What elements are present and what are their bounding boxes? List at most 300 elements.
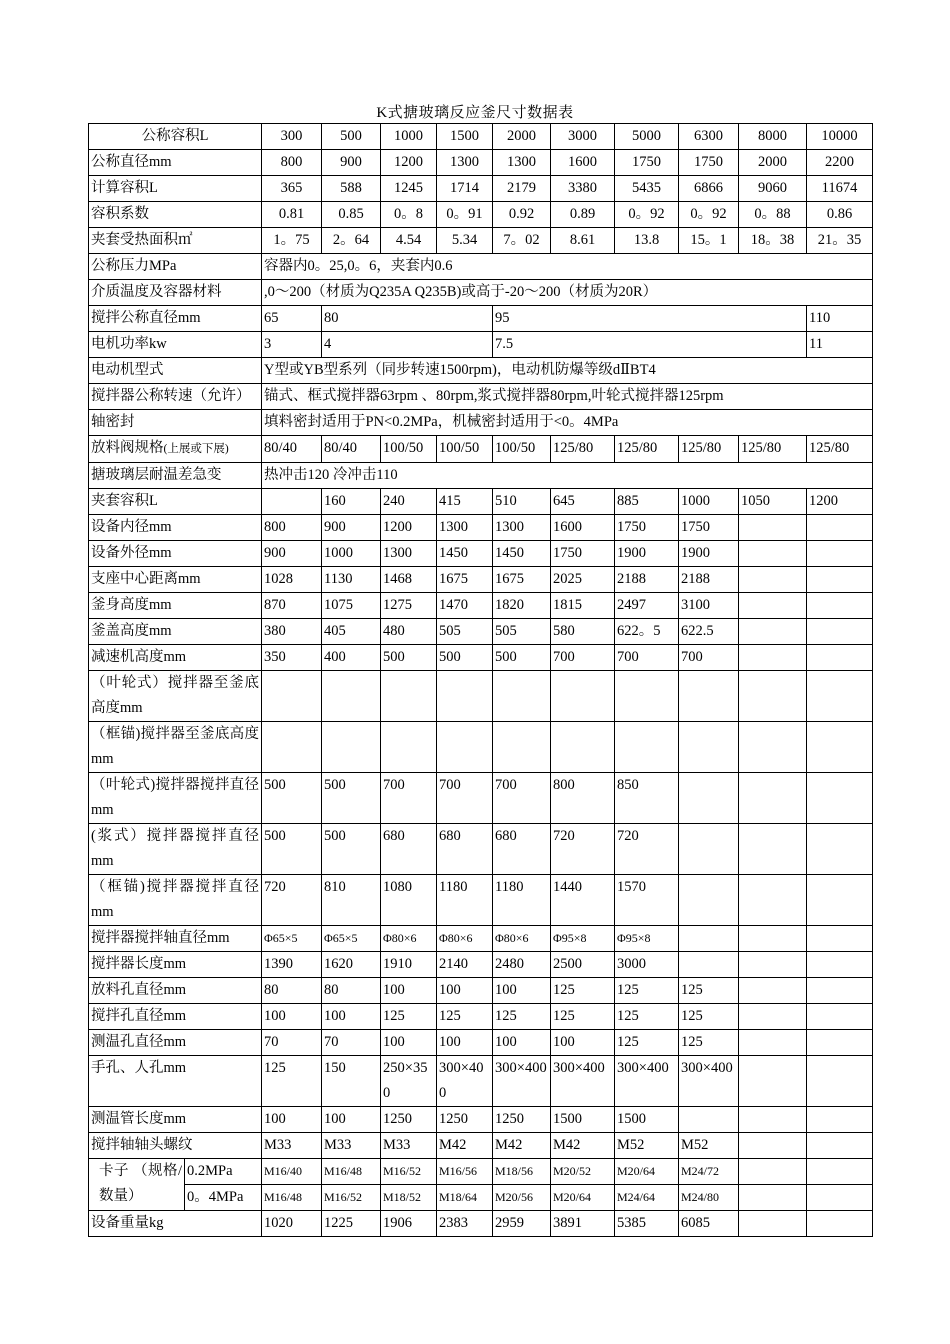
row-label: 卡子 （规格/数量） [89,1159,185,1211]
table-cell: M16/52 [381,1159,437,1185]
table-cell: 1468 [381,567,437,593]
table-cell: 1815 [551,593,615,619]
table-cell [437,722,493,773]
table-cell: 850 [615,773,679,824]
table-cell: 800 [262,515,322,541]
table-cell [807,722,873,773]
table-cell: 0.89 [551,202,615,228]
table-cell: Y型或YB型系列（同步转速1500rpm)，电动机防爆等级dⅡBT4 [262,358,873,384]
row-label: 设备外径mm [89,541,262,567]
table-cell: 125 [679,978,739,1004]
table-cell: 0。92 [615,202,679,228]
table-cell [551,671,615,722]
table-cell: 4.54 [381,228,437,254]
row-label: 公称压力MPa [89,254,262,280]
table-cell: 锚式、框式搅拌器63rpm 、80rpm,浆式搅拌器80rpm,叶轮式搅拌器125rpm [262,384,873,410]
table-cell [807,1185,873,1211]
table-cell: 110 [807,306,873,332]
row-label: 减速机高度mm [89,645,262,671]
row-label-note: (上展或下展) [163,443,229,455]
table-cell [807,875,873,926]
table-cell: 1275 [381,593,437,619]
table-cell: 0.85 [322,202,381,228]
table-cell: 5385 [615,1211,679,1237]
table-row [89,722,873,773]
table-row [89,515,873,541]
table-cell: 6300 [679,124,739,150]
row-label: 釜身高度mm [89,593,262,619]
table-cell: 1300 [437,150,493,176]
table-cell: 125 [262,1056,322,1107]
table-cell: 2480 [493,952,551,978]
table-cell: 8.61 [551,228,615,254]
table-row [89,489,873,515]
table-row [89,150,873,176]
table-cell: 95 [493,306,807,332]
row-label: 电机功率kw [89,332,262,358]
table-cell [679,671,739,722]
table-cell: M24/80 [679,1185,739,1211]
table-cell: 80/40 [322,436,381,463]
table-cell: 160 [322,489,381,515]
table-cell [679,722,739,773]
table-cell: 100 [262,1004,322,1030]
table-row [89,1004,873,1030]
table-cell: Φ95×8 [615,926,679,952]
table-cell: 1390 [262,952,322,978]
table-cell: 1750 [615,515,679,541]
table-cell: 7.5 [493,332,807,358]
table-cell [739,619,807,645]
table-row [89,926,873,952]
table-cell: 1300 [437,515,493,541]
table-cell: M52 [615,1133,679,1159]
table-cell: 1250 [381,1107,437,1133]
row-label: 测温管长度mm [89,1107,262,1133]
table-cell: 622.5 [679,619,739,645]
table-cell [381,671,437,722]
table-cell: 400 [322,645,381,671]
table-cell: 500 [437,645,493,671]
table-cell [493,722,551,773]
table-cell: M42 [551,1133,615,1159]
row-label: 搅拌器公称转速（允许） [89,384,262,410]
table-cell [739,1056,807,1107]
table-cell: 1000 [322,541,381,567]
table-row [89,824,873,875]
table-cell: 1245 [381,176,437,202]
row-label: 计算容积L [89,176,262,202]
table-cell [807,1159,873,1185]
table-row [89,645,873,671]
table-cell: 645 [551,489,615,515]
table-row [89,176,873,202]
table-row [89,593,873,619]
table-cell: 3380 [551,176,615,202]
table-cell: 3891 [551,1211,615,1237]
table-cell: 80/40 [262,436,322,463]
table-cell: 1620 [322,952,381,978]
table-cell [262,671,322,722]
table-cell: 505 [493,619,551,645]
table-cell: 18。38 [739,228,807,254]
row-label: (浆式）搅拌器搅拌直径mm [89,824,262,875]
table-cell: 1300 [381,541,437,567]
table-cell: 5435 [615,176,679,202]
table-cell: 1900 [679,541,739,567]
table-cell: 1050 [739,489,807,515]
table-cell [739,593,807,619]
table-row [89,541,873,567]
table-cell: 1750 [551,541,615,567]
table-cell: 510 [493,489,551,515]
table-cell: Φ80×6 [493,926,551,952]
table-cell: 2。64 [322,228,381,254]
table-cell: 1000 [679,489,739,515]
table-cell: 100 [551,1030,615,1056]
table-cell: 0.92 [493,202,551,228]
table-cell [807,645,873,671]
table-cell: 1450 [493,541,551,567]
table-cell: M16/52 [322,1185,381,1211]
table-cell: 1080 [381,875,437,926]
table-cell: Φ65×5 [322,926,381,952]
table-cell: 15。1 [679,228,739,254]
table-cell [739,515,807,541]
table-cell [739,645,807,671]
table-row [89,332,873,358]
table-cell: 9060 [739,176,807,202]
table-cell: 1075 [322,593,381,619]
table-cell: 300×400 [615,1056,679,1107]
table-cell: 415 [437,489,493,515]
table-cell: 1470 [437,593,493,619]
table-cell: M20/56 [493,1185,551,1211]
table-cell: 405 [322,619,381,645]
table-cell: 1250 [493,1107,551,1133]
table-cell: 0。88 [739,202,807,228]
table-cell: M42 [493,1133,551,1159]
row-label: 公称容积L [89,124,262,150]
row-label: 轴密封 [89,410,262,436]
table-row [89,1030,873,1056]
table-cell: 1675 [437,567,493,593]
table-cell: 100/50 [493,436,551,463]
table-cell: 80 [262,978,322,1004]
table-cell [739,1211,807,1237]
table-cell: 300 [262,124,322,150]
table-cell: 2959 [493,1211,551,1237]
table-row [89,228,873,254]
table-cell: 125 [615,1004,679,1030]
table-cell: 125/80 [551,436,615,463]
row-label: 夹套受热面积㎡ [89,228,262,254]
table-cell: 125 [615,978,679,1004]
table-cell: 100/50 [437,436,493,463]
table-cell [262,489,322,515]
table-cell: 1500 [615,1107,679,1133]
table-cell: 2383 [437,1211,493,1237]
row-label: （框锚)搅拌器至釜底高度mm [89,722,262,773]
table-cell [807,1004,873,1030]
table-cell [493,671,551,722]
table-cell: 70 [262,1030,322,1056]
table-cell: 2025 [551,567,615,593]
table-cell: ,0～200（材质为Q235A Q235B)或高于-20～200（材质为20R） [262,280,873,306]
table-cell: 1675 [493,567,551,593]
table-cell [679,1107,739,1133]
table-cell: 3000 [615,952,679,978]
table-cell: 填料密封适用于PN<0.2MPa，机械密封适用于<0。4MPa [262,410,873,436]
table-cell [739,1185,807,1211]
table-row [89,384,873,410]
table-cell: 1020 [262,1211,322,1237]
table-row [89,875,873,926]
table-cell: M52 [679,1133,739,1159]
table-cell [679,875,739,926]
table-cell: M42 [437,1133,493,1159]
table-cell [381,722,437,773]
table-cell: 100 [437,1030,493,1056]
table-cell: 300×400 [493,1056,551,1107]
table-cell: M16/48 [262,1185,322,1211]
table-row [89,202,873,228]
row-label: 公称直径mm [89,150,262,176]
table-cell: 885 [615,489,679,515]
table-cell: 80 [322,306,493,332]
row-label: 搪玻璃层耐温差急变 [89,463,262,489]
row-label: 设备重量kg [89,1211,262,1237]
table-cell: 0。8 [381,202,437,228]
table-cell: 300×400 [679,1056,739,1107]
table-cell: 800 [551,773,615,824]
table-cell: 1450 [437,541,493,567]
table-cell: 500 [262,773,322,824]
table-cell: 500 [262,824,322,875]
table-cell: 1600 [551,150,615,176]
table-cell: 680 [493,824,551,875]
table-cell: 125 [437,1004,493,1030]
table-row [89,358,873,384]
table-cell [807,824,873,875]
table-row [89,773,873,824]
table-cell: 1180 [493,875,551,926]
table-cell [679,773,739,824]
table-cell: 100 [493,1030,551,1056]
table-cell: 1750 [615,150,679,176]
table-cell: 500 [322,824,381,875]
table-cell: 700 [679,645,739,671]
table-cell: 100 [262,1107,322,1133]
row-sublabel: 0.2MPa [185,1159,262,1185]
table-cell [807,773,873,824]
table-cell: 100 [437,978,493,1004]
table-cell [739,875,807,926]
table-cell [807,1056,873,1107]
table-cell: 125 [679,1004,739,1030]
table-cell: M33 [262,1133,322,1159]
table-cell: Φ65×5 [262,926,322,952]
table-cell [807,541,873,567]
table-cell: 700 [381,773,437,824]
table-cell: 1714 [437,176,493,202]
table-cell: 1000 [381,124,437,150]
table-cell: 1180 [437,875,493,926]
table-cell: 1500 [551,1107,615,1133]
table-cell: 1440 [551,875,615,926]
table-cell: 125 [493,1004,551,1030]
table-cell [739,824,807,875]
table-cell: 380 [262,619,322,645]
row-label: 搅拌孔直径mm [89,1004,262,1030]
table-row [89,952,873,978]
table-cell: M33 [381,1133,437,1159]
row-label: 搅拌器搅拌轴直径mm [89,926,262,952]
table-cell: 1250 [437,1107,493,1133]
table-cell: 125/80 [807,436,873,463]
table-cell: 100 [381,978,437,1004]
table-row [89,463,873,489]
table-cell [739,978,807,1004]
table-cell: 580 [551,619,615,645]
table-cell: 热冲击120 冷冲击110 [262,463,873,489]
table-row [89,1107,873,1133]
table-row [89,1211,873,1237]
table-cell [679,824,739,875]
table-cell: 125 [551,1004,615,1030]
row-label: 支座中心距离mm [89,567,262,593]
table-cell: 1500 [437,124,493,150]
table-cell: 1570 [615,875,679,926]
table-cell: 3000 [551,124,615,150]
table-cell [322,671,381,722]
table-cell [807,593,873,619]
table-cell: 2497 [615,593,679,619]
table-cell: 2188 [615,567,679,593]
table-cell: 100/50 [381,436,437,463]
table-cell [807,1030,873,1056]
table-row [89,280,873,306]
table-cell: 100 [322,1004,381,1030]
table-cell: 0.86 [807,202,873,228]
table-cell: 容器内0。25,0。6，夹套内0.6 [262,254,873,280]
table-cell: 365 [262,176,322,202]
table-row [89,978,873,1004]
table-row [89,306,873,332]
table-cell: 125 [381,1004,437,1030]
table-cell: 21。35 [807,228,873,254]
table-cell [807,978,873,1004]
table-cell: 2000 [739,150,807,176]
table-cell: 11674 [807,176,873,202]
table-cell [551,722,615,773]
table-row [89,1185,873,1211]
spec-table [88,123,873,1237]
table-cell: 5000 [615,124,679,150]
row-label: 釜盖高度mm [89,619,262,645]
row-label: 容积系数 [89,202,262,228]
table-cell: 125/80 [739,436,807,463]
table-cell: 1906 [381,1211,437,1237]
table-cell: M16/48 [322,1159,381,1185]
row-label: 介质温度及容器材料 [89,280,262,306]
row-label: 搅拌器长度mm [89,952,262,978]
table-cell: 0.81 [262,202,322,228]
table-cell [679,926,739,952]
table-cell: 680 [437,824,493,875]
table-cell: 720 [262,875,322,926]
table-row [89,671,873,722]
table-cell: M20/52 [551,1159,615,1185]
table-cell: 125 [679,1030,739,1056]
table-cell: 622。5 [615,619,679,645]
table-cell: 0。92 [679,202,739,228]
table-cell: M24/64 [615,1185,679,1211]
table-cell: 700 [437,773,493,824]
table-cell: 7。02 [493,228,551,254]
table-cell: 6866 [679,176,739,202]
table-cell: 300×400 [551,1056,615,1107]
table-cell: 870 [262,593,322,619]
table-cell [739,1030,807,1056]
table-row [89,619,873,645]
table-row [89,1159,873,1185]
row-label: 电动机型式 [89,358,262,384]
table-cell: 3 [262,332,322,358]
table-cell [807,1107,873,1133]
table-cell: M20/64 [551,1185,615,1211]
table-row [89,124,873,150]
table-cell: 4 [322,332,493,358]
table-cell [739,541,807,567]
table-cell: 1225 [322,1211,381,1237]
table-cell [739,671,807,722]
table-cell [807,619,873,645]
table-cell: 100 [493,978,551,1004]
table-cell: Φ80×6 [381,926,437,952]
table-cell [739,1107,807,1133]
row-label: 测温孔直径mm [89,1030,262,1056]
table-cell: 500 [493,645,551,671]
table-cell: 5.34 [437,228,493,254]
table-cell [739,926,807,952]
row-label: 放料孔直径mm [89,978,262,1004]
table-cell: 680 [381,824,437,875]
table-cell: 1130 [322,567,381,593]
table-cell: 700 [551,645,615,671]
table-cell: 1750 [679,150,739,176]
table-cell: 350 [262,645,322,671]
table-cell: 1028 [262,567,322,593]
table-cell: 2179 [493,176,551,202]
table-cell [739,567,807,593]
row-label: 搅拌轴轴头螺纹 [89,1133,262,1159]
table-row [89,410,873,436]
table-cell: 8000 [739,124,807,150]
table-cell: 1300 [493,515,551,541]
table-row [89,567,873,593]
table-cell: 900 [262,541,322,567]
row-label: 夹套容积L [89,489,262,515]
table-cell: 2000 [493,124,551,150]
table-cell [679,952,739,978]
table-cell [807,1133,873,1159]
table-cell: 125 [551,978,615,1004]
table-cell [437,671,493,722]
table-cell: 588 [322,176,381,202]
table-cell [807,567,873,593]
table-cell [739,773,807,824]
